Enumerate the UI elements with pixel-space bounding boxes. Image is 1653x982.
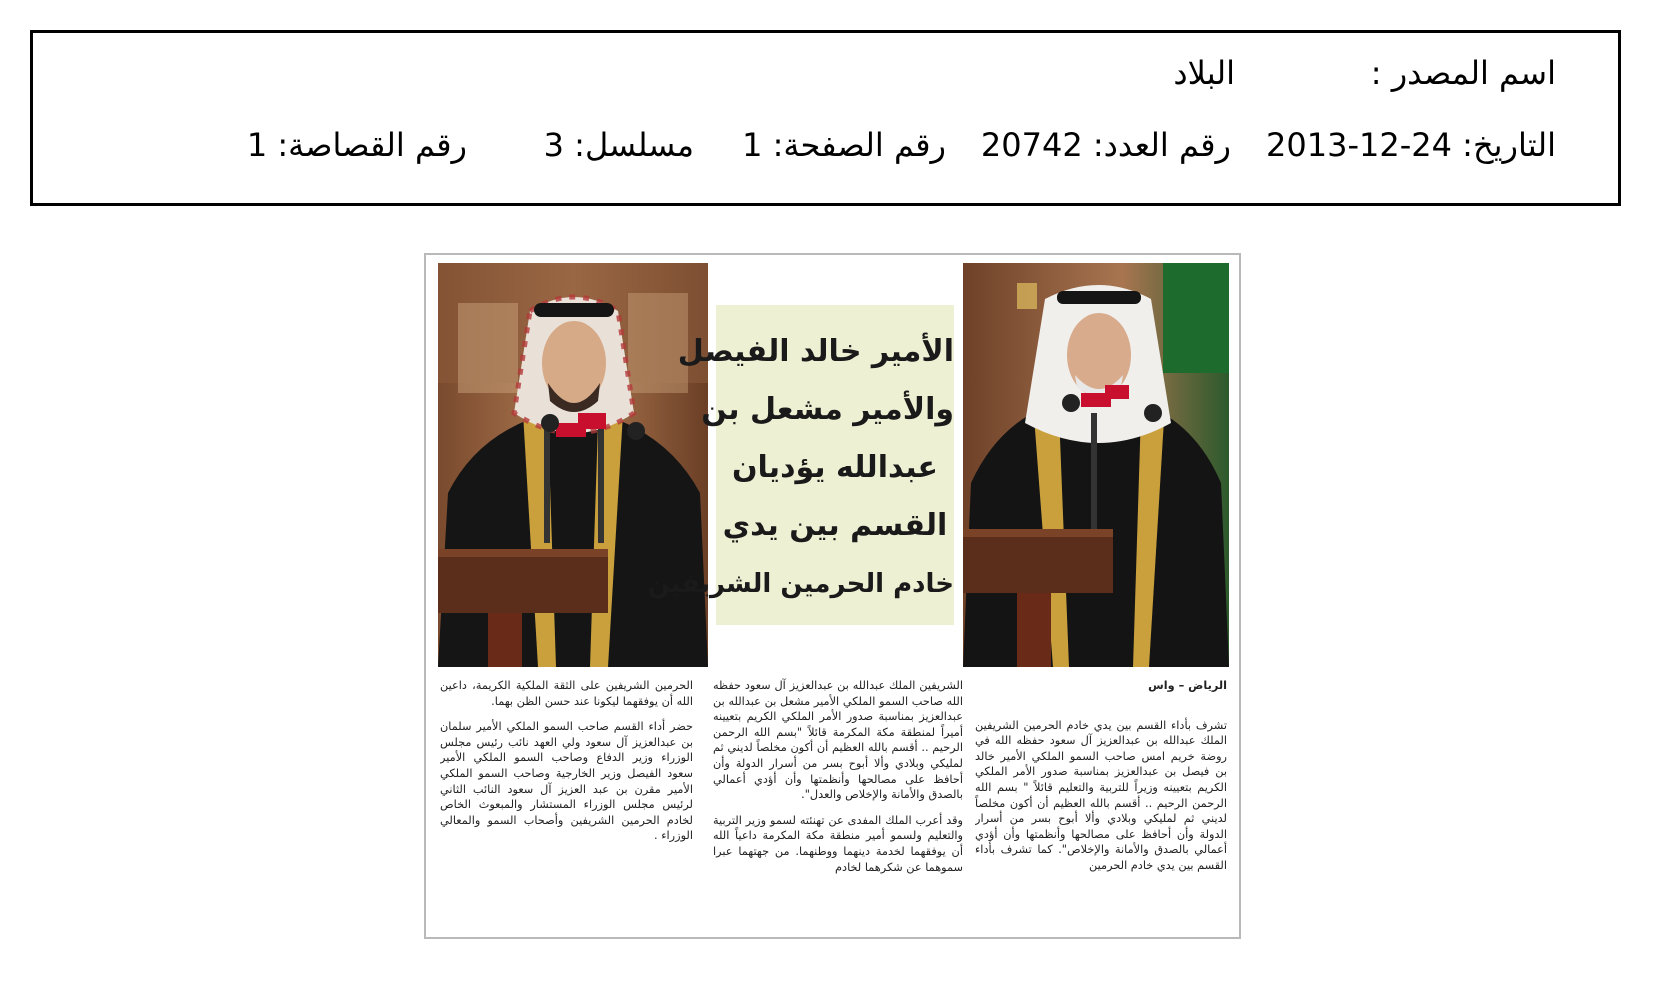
source-info-box — [30, 30, 1621, 206]
headline-box — [647, 305, 954, 625]
newspaper-clipping — [424, 253, 1241, 939]
serial-field: مسلسل: 3 — [543, 126, 694, 164]
clip-number-field: رقم القصاصة: 1 — [246, 126, 467, 164]
headline-line-1: الأمير خالد الفيصل — [677, 334, 954, 369]
source-label: اسم المصدر : — [1370, 54, 1556, 92]
headline-line-4: القسم بين يدي — [722, 508, 948, 543]
source-value: البلاد — [1173, 54, 1235, 92]
headline-line-2: والأمير مشعل بن — [701, 392, 954, 427]
headline-line-3: عبدالله يؤديان — [731, 450, 939, 485]
article-paragraph: حضر أداء القسم صاحب السمو الملكي الأمير سلمان بن عبدالعزيز آل سعود ولي العهد نائب رئيس مجلس الوزراء وزير الدفاع وصاحب السمو الملكي الأمير سعود الفيصل وزير الخارجية وصاحب السمو الملكي الأمير مقرن بن عبد العزيز آل سعود النائب الثاني لرئيس مجلس الوزراء المستشار والمبعوث الخاص لخادم الحرمين الشريفين وأصحاب السمو والمعالي الوزراء . — [440, 720, 693, 843]
prince-at-podium-photo — [963, 263, 1229, 667]
article-paragraph: تشرف بأداء القسم بين يدي خادم الحرمين الشريفين الملك عبدالله بن عبدالعزيز آل سعود حفظه الله في روضة خريم امس صاحب السمو الملكي الأمير خالد بن فيصل بن عبدالعزيز بمناسبة صدور الأمر الملكي الكريم بتعيينه وزيراً للتربية والتعليم قائلاً " بسم الله الرحمن الرحيم .. أقسم بالله العظيم أن أكون مخلصاً لديني ثم لمليكي وبلادي وألا أبوح بسر من أسرار الدولة وأن أحافظ على مصالحها وأنظمتها وأن أؤدي أعمالي بالصدق والأمانة والإخلاص". كما تشرف بأداء القسم بين يدي خادم الحرمين — [975, 718, 1227, 872]
article-paragraph: الشريفين الملك عبدالله بن عبدالعزيز آل سعود حفظه الله صاحب السمو الملكي الأمير مشعل بن عبدالله بن عبدالعزيز بمناسبة صدور الأمر الملكي الكريم بتعيينه أميراً لمنطقة مكة المكرمة قائلاً "بسم الله الرحمن الرحيم .. أقسم بالله العظيم أن أكون مخلصاً لديني ثم لمليكي وبلادي وألا أبوح بسر من أسرار الدولة وأن أحافظ على مصالحها وأنظمتها وأن أؤدي أعمالي بالصدق والأمانة والإخلاص والعدل". — [713, 679, 963, 802]
date-field: التاريخ: 24-12-2013 — [1266, 126, 1556, 164]
issue-number-field: رقم العدد: 20742 — [980, 126, 1231, 164]
article-column-middle — [713, 678, 963, 933]
dateline: الرياض – واس — [1148, 679, 1227, 692]
page-number-field: رقم الصفحة: 1 — [742, 126, 946, 164]
headline-line-5: خادم الحرمين الشريفين — [647, 569, 954, 599]
article-paragraph: الحرمين الشريفين على الثقة الملكية الكريمة، داعين الله أن يوفقهما ليكونا عند حسن الظن بهما. — [440, 679, 693, 708]
article-column-left — [440, 678, 693, 933]
article-column-right — [975, 678, 1227, 933]
article-paragraph: وقد أعرب الملك المفدى عن تهنئته لسمو وزير التربية والتعليم ولسمو أمير منطقة مكة المكرمة داعياً الله أن يوفقهما لخدمة دينهما ووطنهما. من جهتهما عبرا سموهما عن شكرهما لخادم — [713, 813, 963, 874]
